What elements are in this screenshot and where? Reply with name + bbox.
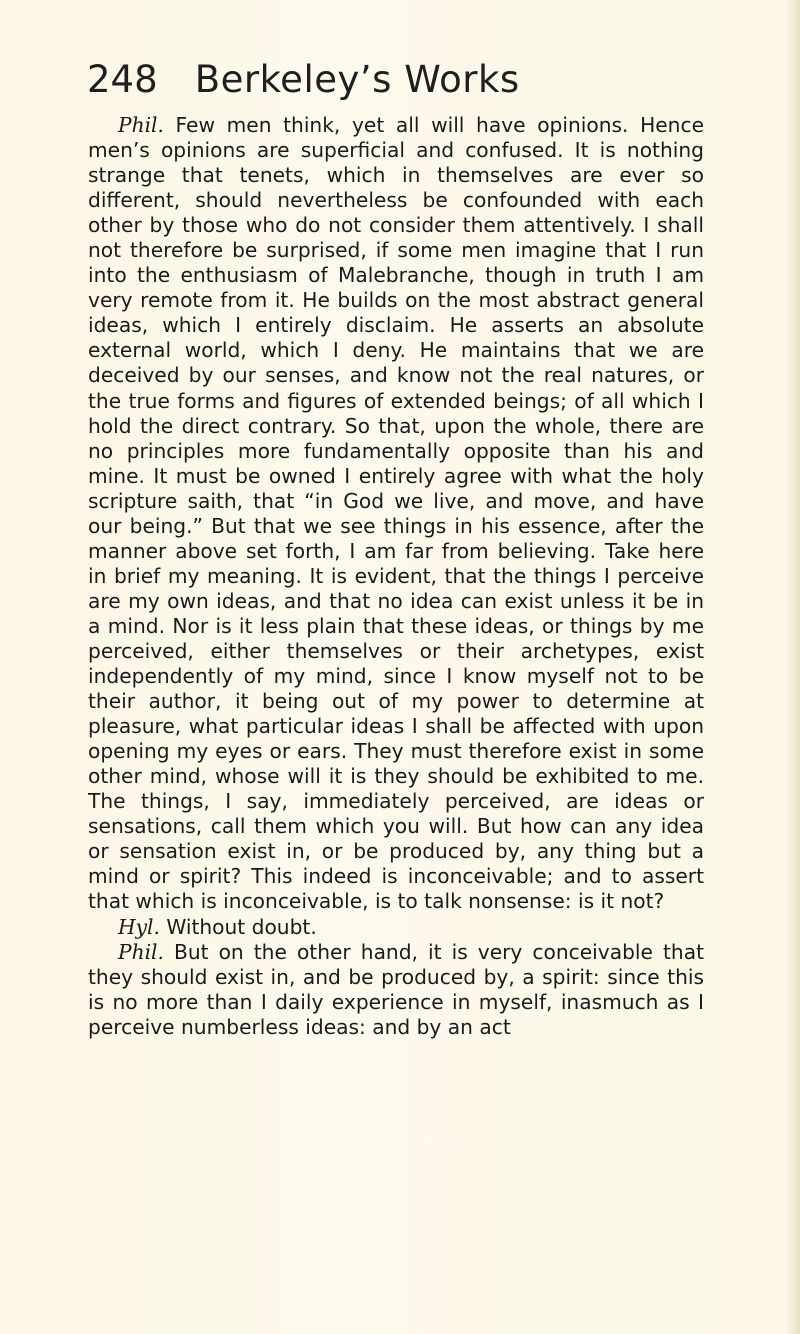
- paragraph-phil-1: [88, 113, 704, 915]
- body-text: [88, 113, 704, 1040]
- speaker-label: Hyl.: [118, 914, 167, 939]
- paragraph-text: Without doubt.: [166, 914, 317, 939]
- running-head: [87, 58, 647, 101]
- paragraph-phil-2: [88, 940, 704, 1040]
- speaker-label: Phil.: [118, 939, 174, 964]
- page-number: 248: [87, 58, 158, 101]
- paragraph-text: Few men think, yet all will have opinions. Hence men’s opinions are superficial and confused. It is nothing strange that tenets, which in themselves are ever so different, should nevertheless be confounded with each other by those who do not consider them attentively. I shall not therefore be surprised, if some men imagine that I run into the enthusiasm of Malebranche, though in truth I am very remote from it. He builds on the most abstract general ideas, which I entirely disclaim. He asserts an absolute external world, which I deny. He maintains that we are deceived by our senses, and know not the real natures, or the true forms and figures of extended beings; of all which I hold the direct contrary. So that, upon the whole, there are no principles more fundamentally opposite than his and mine. It must be owned I entirely agree with what the holy scripture saith, that “in God we live, and move, and have our being.” But that we see things in his essence, after the manner above set forth, I am far from believing. Take here in brief my meaning. It is evident, that the things I perceive are my own ideas, and that no idea can exist unless it be in a mind. Nor is it less plain that these ideas, or things by me perceived, either themselves or their archetypes, exist independently of my mind, since I know myself not to be their author, it being out of my power to determine at pleasure, what particular ideas I shall be affected with upon opening my eyes or ears. They must therefore exist in some other mind, whose will it is they should be exhibited to me. The things, I say, immediately perceived, are ideas or sensations, call them which you will. But how can any idea or sensation exist in, or be produced by, any thing but a mind or spirit? This indeed is inconceivable; and to assert that which is inconceivable, is to talk nonsense: is it not?: [88, 113, 704, 914]
- paragraph-text: But on the other hand, it is very conceivable that they should exist in, and be produced by, a spirit: since this is no more than I daily experience in myself, inasmuch as I perceive numberless ideas: and by an act: [88, 939, 704, 1039]
- page-edge-shadow: [786, 0, 800, 1334]
- paragraph-hyl: [88, 915, 704, 940]
- speaker-label: Phil.: [118, 113, 176, 137]
- book-title: Berkeley’s Works: [194, 58, 520, 101]
